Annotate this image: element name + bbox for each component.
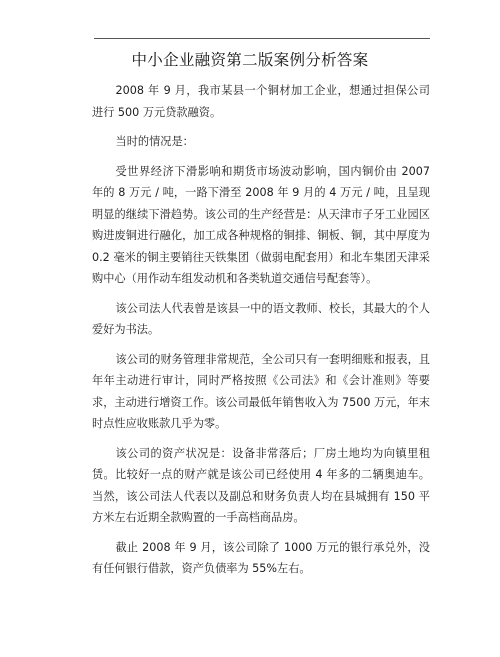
- paragraph-situation-label: 当时的情况是：: [115, 135, 194, 148]
- document-body: [92, 80, 430, 588]
- document-title: 中小企业融资第二版案例分析答案: [131, 51, 369, 69]
- paragraph-asset-status: 该公司的资产状况是：设备非常落后；厂房土地均为向镇里租赁。比较好一点的财产就是该公司已经使用 4 年多的二辆奥迪车。当然，该公司法人代表以及副总和财务负责人均在县城拥有 150 平方米左右近期全款购置的一手高档商品房。: [92, 446, 430, 524]
- paragraph-liabilities: 截止 2008 年 9 月，该公司除了 1000 万元的银行承兑外，没有任何银行借款，资产负债率为 55%左右。: [92, 540, 430, 575]
- header-rule: [94, 38, 430, 39]
- paragraph-legal-representative: 该公司法人代表曾是该县一中的语文教师、校长，其最大的个人爱好为书法。: [92, 301, 430, 336]
- paragraph-financial-management: 该公司的财务管理非常规范，全公司只有一套明细账和报表，且年年主动进行审计，同时严格按照《公司法》和《会计准则》等要求，主动进行增资工作。该公司最低年销售收入为 7500 万元，年末时点性应收账款几乎为零。: [92, 352, 430, 430]
- paragraph-market-and-operations: 受世界经济下滑影响和期货市场波动影响，国内铜价由 2007 年的 8 万元 / 吨，一路下滑至 2008 年 9 月的 4 万元 / 吨，且呈现明显的继续下滑趋势。该公司的生产经营是：从天津市子牙工业园区购进废铜进行融化，加工成各种规格的铜排、铜板、铜，其中厚度为 0.2 毫米的铜主要销往天铁集团（做弱电配套用）和北车集团天津采购中心（用作动车组发动机和各类轨道交通信号配套等）。: [92, 164, 430, 285]
- paragraph-intro: 2008 年 9 月，我市某县一个铜材加工企业，想通过担保公司进行 500 万元贷款融资。: [92, 84, 430, 119]
